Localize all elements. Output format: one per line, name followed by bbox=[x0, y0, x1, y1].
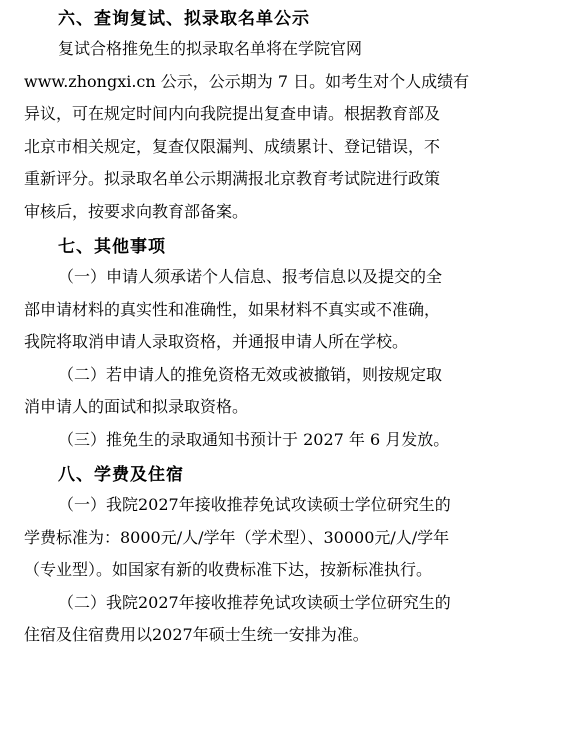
text-line: 异议，可在规定时间内向我院提出复查申请。根据教育部及 bbox=[24, 104, 441, 123]
text-line: （一）申请人须承诺个人信息、报考信息以及提交的全 bbox=[58, 267, 443, 286]
section-7-body bbox=[24, 264, 564, 459]
document-page bbox=[24, 0, 564, 655]
text-line: 消申请人的面试和拟录取资格。 bbox=[24, 397, 249, 416]
text-line: 审核后，按要求向教育部备案。 bbox=[24, 201, 249, 221]
text-line: www.zhongxi.cn 公示，公示期为 7 日。如考生对个人成绩有 bbox=[24, 71, 470, 91]
section-8-body bbox=[24, 492, 564, 655]
text-line: 部申请材料的真实性和准确性，如果材料不真实或不准确， bbox=[24, 299, 441, 319]
text-line: （一）我院2027年接收推荐免试攻读硕士学位研究生的 bbox=[58, 495, 451, 514]
text-line: （二）我院2027年接收推荐免试攻读硕士学位研究生的 bbox=[58, 592, 451, 612]
text-line: 北京市相关规定，复查仅限漏判、成绩累计、登记错误，不 bbox=[24, 136, 441, 156]
text-line: （专业型）。如国家有新的收费标准下达，按新标准执行。 bbox=[24, 560, 433, 579]
text-line: 住宿及住宿费用以2027年硕士生统一安排为准。 bbox=[24, 625, 369, 644]
text-line: （三）推免生的录取通知书预计于 2027 年 6 月发放。 bbox=[58, 429, 450, 449]
section-heading-6: 六、查询复试、拟录取名单公示 bbox=[58, 9, 310, 29]
text-line: 我院将取消申请人录取资格，并通报申请人所在学校。 bbox=[24, 332, 409, 351]
section-heading-7: 七、其他事项 bbox=[58, 237, 166, 257]
text-line: 复试合格推免生的拟录取名单将在学院官网 bbox=[58, 39, 363, 58]
text-line: （二）若申请人的推免资格无效或被撤销，则按规定取 bbox=[58, 364, 443, 384]
text-line: 学费标准为：8000元/人/学年（学术型）、30000元/人/学年 bbox=[24, 527, 450, 547]
section-heading-8: 八、学费及住宿 bbox=[58, 465, 184, 485]
section-6-body bbox=[24, 36, 564, 231]
text-line: 重新评分。拟录取名单公示期满报北京教育考试院进行政策 bbox=[24, 169, 441, 188]
